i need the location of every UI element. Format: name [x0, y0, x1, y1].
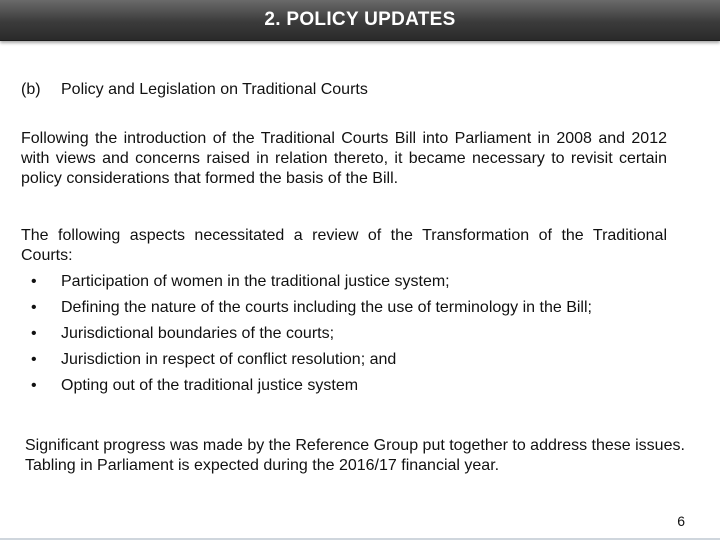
list-item [21, 272, 681, 298]
bullet-icon: • [31, 299, 37, 316]
list-item-text: Opting out of the traditional justice system [61, 377, 359, 394]
title-bar [0, 0, 720, 41]
list-item [21, 298, 681, 324]
bullet-icon: • [31, 351, 37, 368]
bullet-icon: • [31, 377, 37, 394]
list-item-text: Jurisdiction in respect of conflict resolution; and [61, 351, 397, 368]
bullet-icon: • [31, 325, 37, 342]
aspects-paragraph: The following aspects necessitated a review of the Transformation of the Traditional Courts: [21, 227, 667, 264]
intro-paragraph: Following the introduction of the Traditional Courts Bill into Parliament in 2008 and 2012 with views and concerns raised in relation thereto, it became necessary to revisit certain policy considerations that formed the basis of the Bill. [21, 130, 667, 187]
progress-paragraph: Significant progress was made by the Reference Group put together to address these issues. Tabling in Parliament is expected during the 2016/17 financial year. [25, 437, 685, 474]
section-marker: (b) [21, 81, 41, 98]
section-subheading [21, 80, 681, 100]
list-item-text: Jurisdictional boundaries of the courts; [61, 325, 335, 342]
list-item [21, 324, 681, 350]
page-number: 6 [677, 513, 685, 529]
page-title: 2. POLICY UPDATES [264, 9, 456, 30]
section-subheading-text: Policy and Legislation on Traditional Courts [61, 81, 368, 98]
list-item-text: Participation of women in the traditional justice system; [61, 273, 450, 290]
list-item [21, 376, 681, 402]
list-item [21, 350, 681, 376]
bullet-icon: • [31, 273, 37, 290]
aspects-list [21, 272, 681, 402]
list-item-text: Defining the nature of the courts including the use of terminology in the Bill; [61, 299, 592, 316]
